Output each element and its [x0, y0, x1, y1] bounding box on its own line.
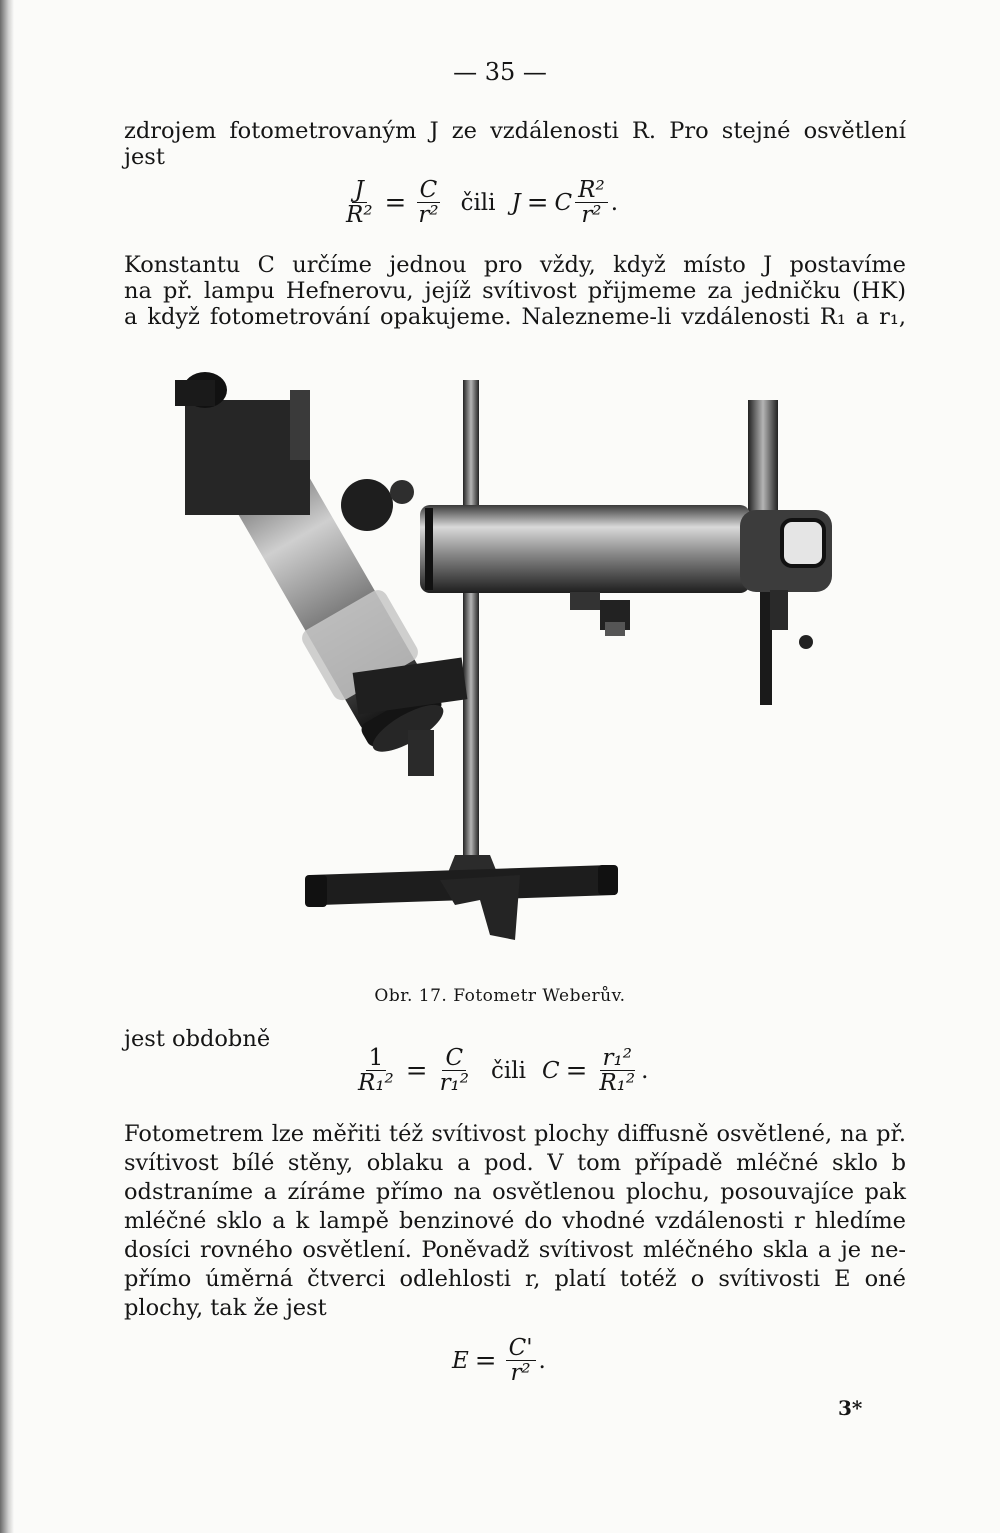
paragraph-4-line-5: dosíci rovného osvětlení. Poněvadž svítivost mléčného skla a je ne-	[124, 1237, 906, 1263]
formula-2-frac-rhs: $\frac{\text{r₁²}}{\text{R₁²}}$	[599, 1045, 636, 1096]
paragraph-3-line-1: jest obdobně	[124, 1026, 271, 1052]
formula-1: $\frac{J}{\text{R²}}$ = $\frac{C}{\text{r²}}$ čili J = C $\frac{\text{R²}}{\text{r²}}$ .	[340, 178, 618, 227]
formula-1-word: čili	[460, 189, 496, 216]
formula-2-frac-right: $\frac{C}{\text{r₁²}}$	[439, 1045, 469, 1096]
formula-2: $\frac{1}{\text{R₁²}}$ = $\frac{C}{\text{r₁²}}$ čili C = $\frac{\text{r₁²}}{\text{R₁²}}$ .	[352, 1046, 648, 1095]
page-number: — 35 —	[453, 58, 547, 86]
paragraph-4	[124, 1120, 906, 1323]
paragraph-2	[124, 252, 906, 330]
formula-3: E = $\frac{C'}{\text{r²}}$ .	[452, 1335, 546, 1386]
formula-3-frac: $\frac{C'}{\text{r²}}$	[506, 1336, 536, 1385]
stand-rod	[463, 380, 479, 880]
main-tube	[420, 505, 750, 593]
photometer-illustration	[170, 360, 850, 960]
paragraph-4-line-7: plochy, tak že jest	[124, 1295, 327, 1321]
paragraph-4-line-3: odstraníme a zíráme přímo na osvětlenou plochu, posouvajíce pak	[124, 1179, 906, 1205]
paragraph-4-line-6: přímo úměrná čtverci odlehlosti r, platí totéž o svítivosti E oné	[124, 1266, 906, 1292]
tripod-base	[305, 855, 618, 940]
formula-2-frac-left: $\frac{1}{\text{R₁²}}$	[358, 1045, 394, 1096]
paragraph-4-line-4: mléčné sklo a k lampě benzinové do vhodné vzdálenosti r hledíme	[124, 1208, 906, 1234]
paragraph-4-line-1: Fotometrem lze měřiti též svítivost plochy diffusně osvětlené, na př.	[124, 1121, 906, 1147]
formula-1-frac-right: $\frac{C}{\text{r²}}$	[418, 177, 439, 228]
figure-caption: Obr. 17. Fotometr Weberův.	[374, 986, 626, 1006]
formula-1-frac-left: $\frac{J}{\text{R²}}$	[346, 177, 373, 228]
paragraph-4-line-2: svítivost bílé stěny, oblaku a pod. V tom případě mléčné sklo b	[124, 1150, 906, 1176]
lamp-housing	[740, 510, 832, 649]
paragraph-1-line-2: jest	[124, 144, 165, 170]
joint-disc	[341, 479, 393, 531]
formula-1-frac-rhs: $\frac{\text{R²}}{\text{r²}}$	[575, 178, 608, 227]
paragraph-1	[124, 118, 906, 170]
formula-2-word: čili	[491, 1057, 526, 1084]
adjustment-knob	[570, 592, 630, 636]
paragraph-1-line-1: zdrojem fotometrovaným J ze vzdálenosti R. Pro stejné osvětlení	[124, 118, 906, 144]
paragraph-2-line-2: na př. lampu Hefnerovu, jejíž svítivost přijmeme za jedničku (HK)	[124, 278, 906, 304]
eyepiece	[175, 372, 310, 515]
page-edge-shadow	[0, 0, 14, 1533]
lamp-chimney	[748, 400, 778, 520]
paragraph-2-line-1: Konstantu C určíme jednou pro vždy, když místo J postavíme	[124, 252, 906, 278]
signature-mark: 3*	[838, 1396, 863, 1420]
paragraph-2-line-3: a když fotometrování opakujeme. Nalezneme-li vzdálenosti R₁ a r₁,	[124, 304, 906, 330]
